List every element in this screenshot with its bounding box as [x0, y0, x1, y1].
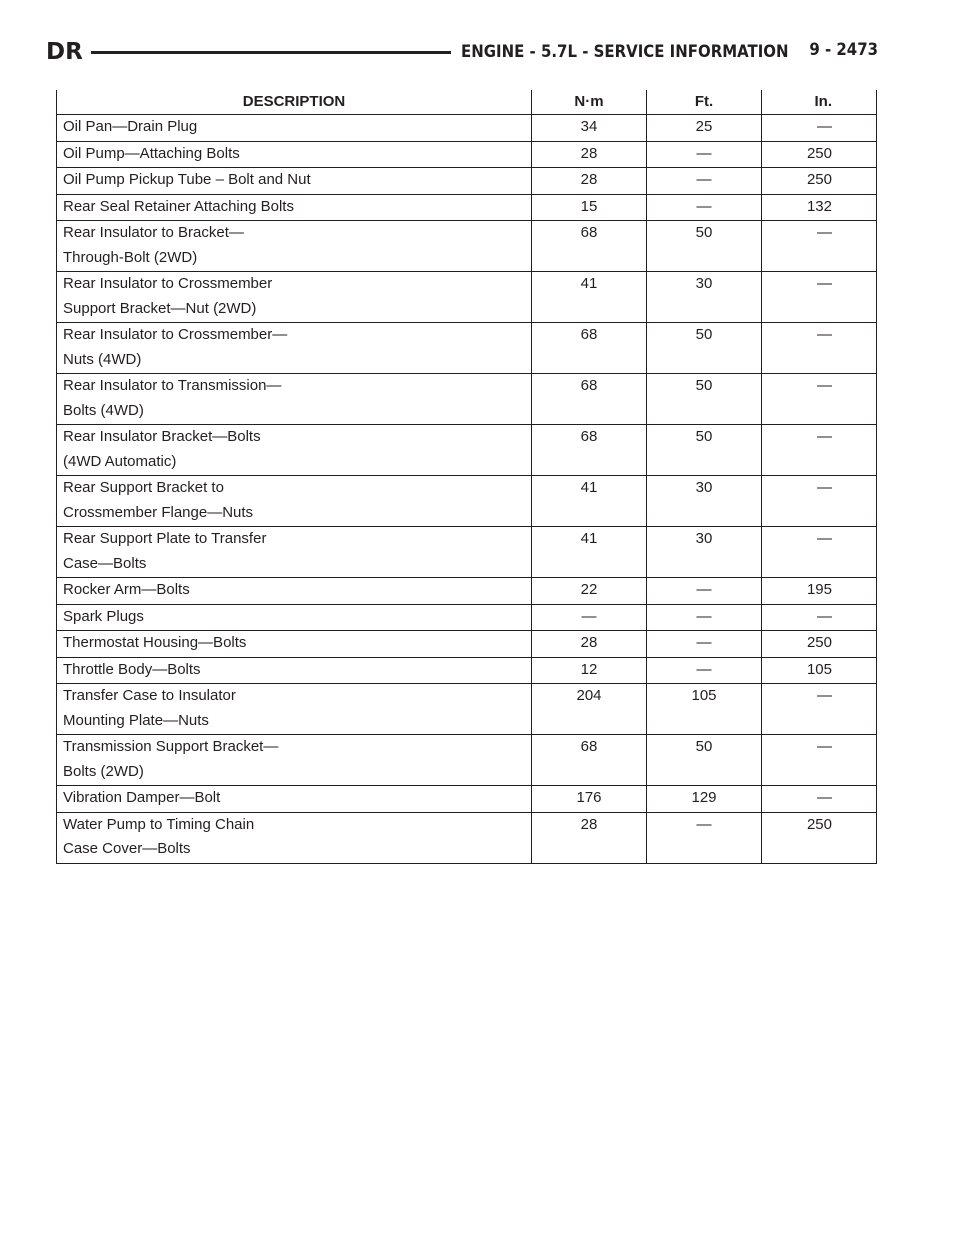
description-cell — [57, 812, 532, 863]
ft-cell: 50 — [647, 374, 762, 425]
table-row — [57, 272, 877, 323]
table-row — [57, 657, 877, 684]
table-row — [57, 812, 877, 863]
description-line: Case Cover—Bolts — [63, 840, 191, 857]
page-number: 9 - 2473 — [809, 40, 878, 60]
in-cell: — — [762, 221, 877, 272]
in-cell: — — [762, 374, 877, 425]
description-line: Oil Pan—Drain Plug — [63, 118, 198, 135]
in-cell: — — [762, 323, 877, 374]
nm-cell: 28 — [532, 631, 647, 658]
in-cell: — — [762, 684, 877, 735]
description-cell — [57, 684, 532, 735]
nm-cell: 12 — [532, 657, 647, 684]
ft-cell: — — [647, 141, 762, 168]
ft-cell: — — [647, 194, 762, 221]
description-cell — [57, 374, 532, 425]
in-cell: 250 — [762, 812, 877, 863]
in-cell: — — [762, 476, 877, 527]
nm-cell: 41 — [532, 272, 647, 323]
description-line: Bolts (4WD) — [63, 401, 144, 419]
ft-cell: 30 — [647, 272, 762, 323]
in-cell: — — [762, 425, 877, 476]
ft-cell: 30 — [647, 527, 762, 578]
table-row — [57, 425, 877, 476]
nm-cell: 41 — [532, 476, 647, 527]
nm-cell: — — [532, 604, 647, 631]
in-cell: 195 — [762, 578, 877, 605]
description-line: Transfer Case to Insulator — [63, 687, 236, 704]
ft-cell: 129 — [647, 786, 762, 813]
table-row — [57, 604, 877, 631]
description-cell — [57, 735, 532, 786]
torque-spec-table — [56, 90, 877, 864]
page-title: ENGINE - 5.7L - SERVICE INFORMATION — [460, 42, 789, 62]
description-line: Mounting Plate—Nuts — [63, 711, 209, 729]
nm-cell: 34 — [532, 115, 647, 142]
description-cell — [57, 631, 532, 658]
nm-cell: 68 — [532, 425, 647, 476]
description-line: Rocker Arm—Bolts — [63, 581, 190, 598]
in-cell: — — [762, 115, 877, 142]
table-row — [57, 141, 877, 168]
description-line: Rear Support Plate to Transfer — [63, 530, 267, 547]
description-cell — [57, 168, 532, 195]
nm-cell: 68 — [532, 374, 647, 425]
table-row — [57, 735, 877, 786]
ft-cell: — — [647, 657, 762, 684]
description-cell — [57, 657, 532, 684]
description-line: (4WD Automatic) — [63, 452, 177, 470]
nm-cell: 204 — [532, 684, 647, 735]
column-header-in: In. — [762, 90, 877, 115]
in-cell: 105 — [762, 657, 877, 684]
description-cell — [57, 578, 532, 605]
description-line: Spark Plugs — [63, 607, 144, 625]
description-line: Vibration Damper—Bolt — [63, 789, 221, 806]
table-row — [57, 374, 877, 425]
description-line: Water Pump to Timing Chain — [63, 815, 255, 833]
nm-cell: 15 — [532, 194, 647, 221]
in-cell: 132 — [762, 194, 877, 221]
ft-cell: 30 — [647, 476, 762, 527]
in-cell: 250 — [762, 141, 877, 168]
table-row — [57, 476, 877, 527]
in-cell: — — [762, 272, 877, 323]
description-line: Case—Bolts — [63, 554, 147, 572]
column-header-description: DESCRIPTION — [57, 90, 532, 115]
table-row — [57, 578, 877, 605]
in-cell: — — [762, 604, 877, 631]
ft-cell: 105 — [647, 684, 762, 735]
table-row — [57, 527, 877, 578]
ft-cell: 50 — [647, 323, 762, 374]
ft-cell: 50 — [647, 425, 762, 476]
description-line: Through-Bolt (2WD) — [63, 248, 198, 266]
nm-cell: 176 — [532, 786, 647, 813]
page-header — [46, 36, 878, 68]
header-rule — [91, 51, 451, 54]
ft-cell: 50 — [647, 735, 762, 786]
table-row — [57, 631, 877, 658]
table-row — [57, 194, 877, 221]
description-line: Bolts (2WD) — [63, 762, 144, 780]
description-cell — [57, 323, 532, 374]
table-row — [57, 684, 877, 735]
in-cell: 250 — [762, 168, 877, 195]
description-cell — [57, 115, 532, 142]
description-cell — [57, 272, 532, 323]
in-cell: — — [762, 527, 877, 578]
section-code: DR — [46, 39, 83, 65]
table-row — [57, 323, 877, 374]
ft-cell: — — [647, 604, 762, 631]
table-row — [57, 115, 877, 142]
description-cell — [57, 194, 532, 221]
nm-cell: 68 — [532, 735, 647, 786]
nm-cell: 28 — [532, 812, 647, 863]
description-line: Oil Pump Pickup Tube – Bolt and Nut — [63, 171, 311, 188]
description-line: Rear Support Bracket to — [63, 479, 224, 496]
description-cell — [57, 221, 532, 272]
ft-cell: — — [647, 812, 762, 863]
description-line: Rear Insulator Bracket—Bolts — [63, 428, 261, 445]
ft-cell: 25 — [647, 115, 762, 142]
description-line: Rear Insulator to Bracket— — [63, 224, 244, 241]
description-line: Oil Pump—Attaching Bolts — [63, 144, 240, 162]
description-cell — [57, 786, 532, 813]
ft-cell: 50 — [647, 221, 762, 272]
table-header-row — [57, 90, 877, 115]
table-row — [57, 221, 877, 272]
description-line: Rear Insulator to Transmission— — [63, 377, 282, 394]
description-line: Nuts (4WD) — [63, 350, 142, 368]
nm-cell: 68 — [532, 221, 647, 272]
description-line: Support Bracket—Nut (2WD) — [63, 299, 257, 317]
description-line: Thermostat Housing—Bolts — [63, 634, 247, 651]
column-header-nm: N·m — [532, 90, 647, 115]
in-cell: — — [762, 735, 877, 786]
description-line: Rear Insulator to Crossmember— — [63, 326, 288, 343]
description-line: Transmission Support Bracket— — [63, 738, 279, 755]
nm-cell: 22 — [532, 578, 647, 605]
description-line: Throttle Body—Bolts — [63, 660, 201, 678]
nm-cell: 28 — [532, 141, 647, 168]
description-cell — [57, 527, 532, 578]
nm-cell: 28 — [532, 168, 647, 195]
nm-cell: 68 — [532, 323, 647, 374]
description-line: Rear Insulator to Crossmember — [63, 275, 273, 292]
description-cell — [57, 476, 532, 527]
table-row — [57, 786, 877, 813]
ft-cell: — — [647, 168, 762, 195]
description-line: Crossmember Flange—Nuts — [63, 503, 254, 521]
table-row — [57, 168, 877, 195]
description-cell — [57, 604, 532, 631]
column-header-ft: Ft. — [647, 90, 762, 115]
description-line: Rear Seal Retainer Attaching Bolts — [63, 197, 294, 215]
description-cell — [57, 425, 532, 476]
in-cell: 250 — [762, 631, 877, 658]
ft-cell: — — [647, 631, 762, 658]
ft-cell: — — [647, 578, 762, 605]
description-cell — [57, 141, 532, 168]
in-cell: — — [762, 786, 877, 813]
nm-cell: 41 — [532, 527, 647, 578]
